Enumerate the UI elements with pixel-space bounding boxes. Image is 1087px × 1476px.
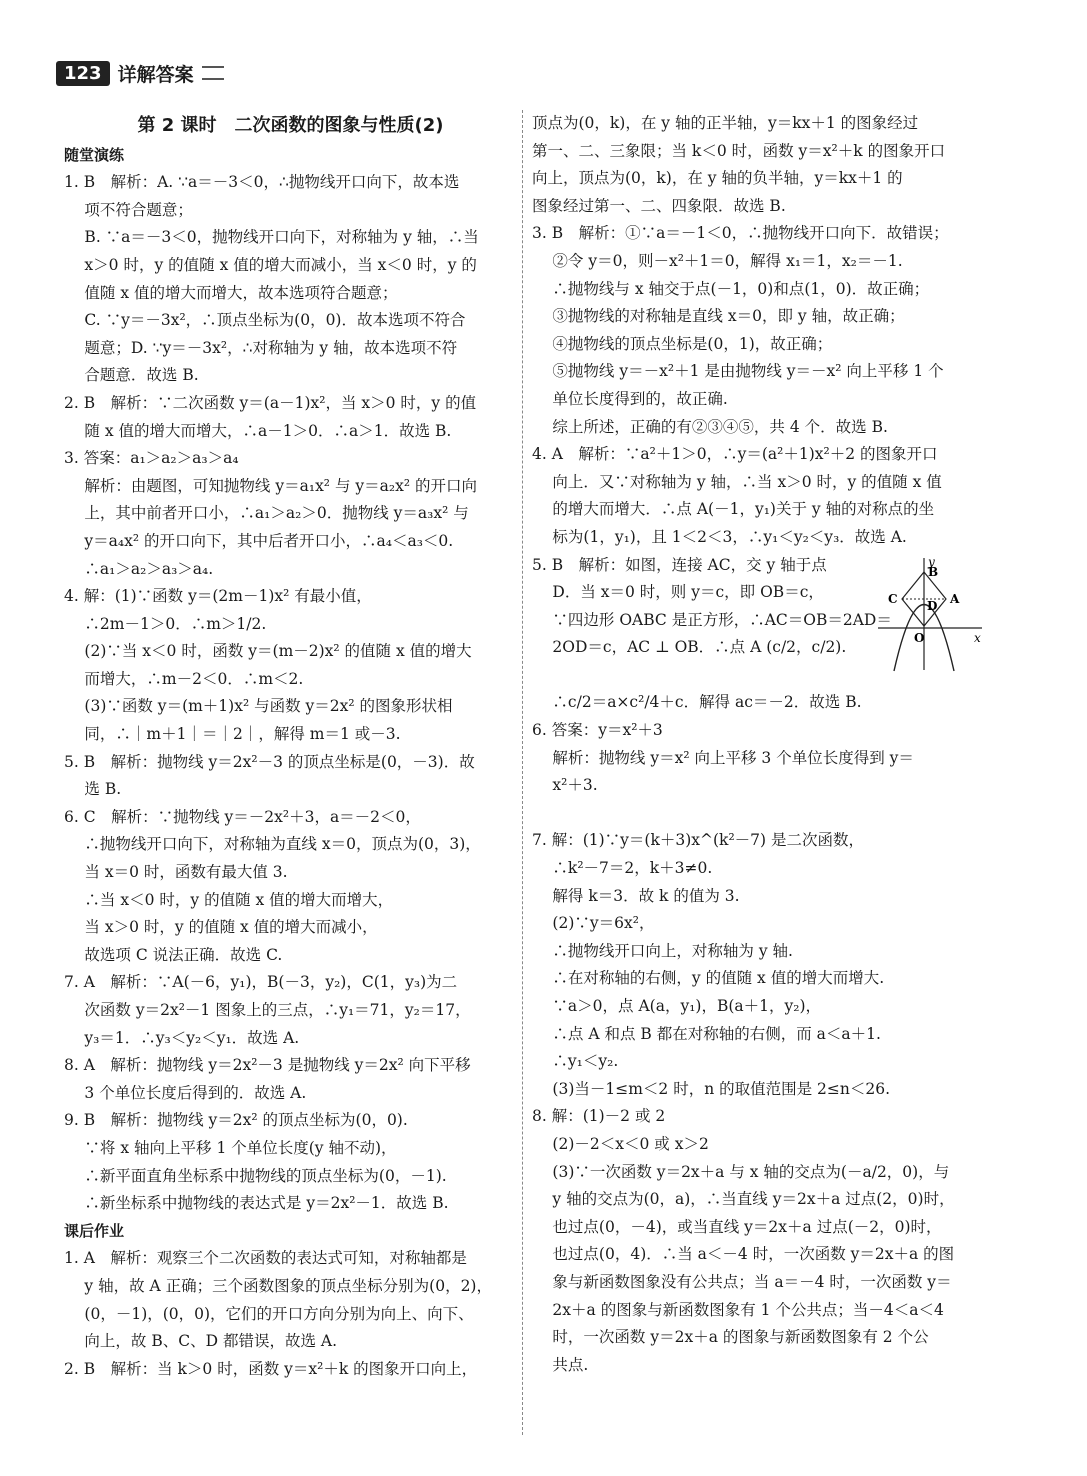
label-y: y xyxy=(928,556,935,569)
text-line: ∴在对称轴的右侧，y 的值随 x 值的增大而增大. xyxy=(532,969,885,988)
text-line: 也过点(0，－4)，或当直线 y＝2x＋a 过点(－2，0)时， xyxy=(532,1217,942,1236)
text-line: 7. 解：(1)∵y＝(k＋3)x^(k²－7) 是二次函数， xyxy=(532,831,864,850)
text-line: 5. B 解析：抛物线 y＝2x²－3 的顶点坐标是(0，－3)．故 xyxy=(64,752,475,771)
text-line xyxy=(532,800,986,828)
text-line: y＝a₄x² 的开口向下，其中后者开口小，∴a₄＜a₃＜0. xyxy=(64,531,454,550)
text-line: 4. 解：(1)∵函数 y＝(2m－1)x² 有最小值， xyxy=(64,587,372,606)
text-line: 9. B 解析：抛物线 y＝2x² 的顶点坐标为(0，0). xyxy=(64,1111,408,1130)
text-line: (0，－1)，(0，0)，它们的开口方向分别为向上、向下、 xyxy=(64,1304,474,1323)
text-line: 解得 k＝3．故 k 的值为 3. xyxy=(532,886,740,905)
text-line: D．当 x＝0 时，则 y＝c，即 OB＝c， xyxy=(532,583,824,602)
text-line: C. ∵y＝－3x²，∴顶点坐标为(0，0)．故本选项不符合 xyxy=(64,311,466,330)
label-b: B xyxy=(928,565,939,579)
text-line: 向上，顶点为(0，k)，在 y 轴的负半轴，y＝kx＋1 的 xyxy=(532,169,903,188)
text-line: 2. B 解析：∵二次函数 y＝(a－1)x²，当 x＞0 时，y 的值 xyxy=(64,393,477,412)
text-line: 1. A 解析：观察三个二次函数的表达式可知，对称轴都是 xyxy=(64,1249,467,1268)
text-line: (3)∵函数 y＝(m＋1)x² 与函数 y＝2x² 的图象形状相 xyxy=(64,697,453,716)
text-line: 第一、二、三象限；当 k＜0 时，函数 y＝x²＋k 的图象开口 xyxy=(532,141,946,160)
text-line: 综上所述，正确的有②③④⑤，共 4 个．故选 B. xyxy=(532,417,888,436)
text-line: 上，其中前者开口小，∴a₁＞a₂＞0．抛物线 y＝a₃x² 与 xyxy=(64,504,469,523)
label-a: A xyxy=(950,592,960,606)
page-header xyxy=(56,58,224,88)
text-line: 次函数 y＝2x²－1 图象上的三点，∴y₁＝71，y₂＝17， xyxy=(64,1001,471,1019)
text-line: ⑤抛物线 y＝－x²＋1 是由抛物线 y＝－x² 向上平移 1 个 xyxy=(532,362,944,381)
text-line: ∴k²－7＝2，k＋3≠0. xyxy=(532,859,713,878)
text-line: ∴新坐标系中抛物线的表达式是 y＝2x²－1．故选 B. xyxy=(64,1194,449,1213)
header-decoration xyxy=(202,66,224,80)
section-heading-homework: 课后作业 xyxy=(64,1221,125,1240)
text-line: 顶点为(0，k)，在 y 轴的正半轴，y＝kx＋1 的图象经过 xyxy=(532,114,919,132)
text-line: x²＋3. xyxy=(532,776,598,795)
text-line: x＞0 时，y 的值随 x 值的增大而减小，当 x＜0 时，y 的 xyxy=(64,255,477,274)
text-line: (2)∵当 x＜0 时，函数 y＝(m－2)x² 的值随 x 值的增大 xyxy=(64,642,472,661)
text-line: B. ∵a＝－3＜0，抛物线开口向下，对称轴为 y 轴，∴当 xyxy=(64,228,479,247)
text-line: ∴新平面直角坐标系中抛物线的顶点坐标为(0，－1). xyxy=(64,1166,447,1185)
text-line: ②令 y＝0，则－x²＋1＝0，解得 x₁＝1，x₂＝－1. xyxy=(532,251,903,270)
text-line: 象与新函数图象没有公共点；当 a＝－4 时，一次函数 y＝ xyxy=(532,1272,952,1291)
text-line: ∴2m－1＞0．∴m＞1/2. xyxy=(64,614,267,633)
text-line: 也过点(0，4)．∴当 a＜－4 时，一次函数 y＝2x＋a 的图 xyxy=(532,1245,955,1264)
text-line: y₃＝1．∴y₃＜y₂＜y₁．故选 A. xyxy=(64,1028,300,1047)
text-line: 选 B. xyxy=(64,780,122,799)
text-line: 的增大而增大．∴点 A(－1，y₁)关于 y 轴的对称点的坐 xyxy=(532,500,935,519)
text-line: 而增大，∴m－2＜0．∴m＜2. xyxy=(64,669,304,688)
text-line: (3)当－1≤m＜2 时，n 的取值范围是 2≤n＜26. xyxy=(532,1079,891,1098)
text-line: 同，∴｜m＋1｜＝｜2｜，解得 m＝1 或－3. xyxy=(64,725,401,744)
practice-answers xyxy=(64,169,517,1218)
square-parabola-figure xyxy=(874,556,986,674)
text-line: 3 个单位长度后得到的．故选 A. xyxy=(64,1083,307,1102)
text-line: 6. 答案：y＝x²＋3 xyxy=(532,721,663,740)
text-line: ④抛物线的顶点坐标是(0，1)，故正确； xyxy=(532,334,833,353)
text-line: 时，一次函数 y＝2x＋a 的图象与新函数图象有 2 个公 xyxy=(532,1328,929,1347)
text-line: ∵将 x 轴向上平移 1 个单位长度(y 轴不动)， xyxy=(64,1138,397,1157)
label-d: D xyxy=(927,599,938,613)
text-line: 当 x＞0 时，y 的值随 x 值的增大而减小， xyxy=(64,918,378,937)
header-title: 详解答案 xyxy=(117,63,194,86)
text-line: 向上，故 B、C、D 都错误，故选 A. xyxy=(64,1332,338,1351)
text-line: ∴抛物线与 x 轴交于点(－1，0)和点(1，0)．故正确； xyxy=(532,279,930,298)
text-line: 单位长度得到的，故正确. xyxy=(532,389,728,408)
text-line: ∴a₁＞a₂＞a₃＞a₄. xyxy=(64,559,214,578)
text-line: 值随 x 值的增大而增大，故本选项符合题意； xyxy=(64,283,398,302)
text-line: 题意；D. ∵y＝－3x²，∴对称轴为 y 轴，故本选项不符 xyxy=(64,338,458,357)
text-line: 解析：抛物线 y＝x² 向上平移 3 个单位长度得到 y＝ xyxy=(532,748,914,767)
text-line: 当 x＝0 时，函数有最大值 3. xyxy=(64,863,288,882)
text-line: y 轴，故 A 正确；三个函数图象的顶点坐标分别为(0，2)， xyxy=(64,1276,492,1295)
text-line: (3)∵一次函数 y＝2x＋a 与 x 轴的交点为(－a/2，0)，与 xyxy=(532,1162,950,1181)
column-divider xyxy=(522,110,523,1435)
text-line: 故选项 C 说法正确．故选 C. xyxy=(64,945,283,964)
text-line: 6. C 解析：∵抛物线 y＝－2x²＋3，a＝－2＜0， xyxy=(64,807,421,826)
label-c: C xyxy=(888,592,898,606)
text-line: 向上．又∵对称轴为 y 轴，∴当 x＞0 时，y 的值随 x 值 xyxy=(532,472,942,491)
text-line: ∵a＞0，点 A(a，y₁)，B(a＋1，y₂)， xyxy=(532,997,822,1015)
text-line: 3. 答案：a₁＞a₂＞a₃＞a₄ xyxy=(64,449,239,468)
text-line: ∴当 x＜0 时，y 的值随 x 值的增大而增大， xyxy=(64,890,394,909)
text-line: 项不符合题意； xyxy=(64,200,193,219)
section-heading-practice: 随堂演练 xyxy=(64,145,125,164)
label-x: x xyxy=(974,631,981,645)
text-line: ∵四边形 OABC 是正方形，∴AC＝OB＝2AD＝ xyxy=(532,610,892,629)
text-line: ∴抛物线开口向上，对称轴为 y 轴. xyxy=(532,941,793,960)
text-line: 2x＋a 的图象与新函数图象有 1 个公共点；当－4＜a＜4 xyxy=(532,1300,944,1319)
text-line: 8. 解：(1)－2 或 2 xyxy=(532,1107,666,1126)
text-line: ∴y₁＜y₂. xyxy=(532,1052,619,1071)
text-line: 3. B 解析：①∵a＝－1＜0，∴抛物线开口向下．故错误； xyxy=(532,224,949,243)
right-answers xyxy=(532,110,986,1379)
text-line: 随 x 值的增大而增大，∴a－1＞0．∴a＞1．故选 B. xyxy=(64,421,452,440)
text-line: 4. A 解析：∵a²＋1＞0，∴y＝(a²＋1)x²＋2 的图象开口 xyxy=(532,445,938,464)
text-line: 合题意．故选 B. xyxy=(64,366,199,385)
text-line: ∴抛物线开口向下，对称轴为直线 x＝0，顶点为(0，3)， xyxy=(64,835,481,854)
right-column xyxy=(532,110,986,1379)
text-line: 共点. xyxy=(532,1355,589,1374)
text-line: 2. B 解析：当 k＞0 时，函数 y＝x²＋k 的图象开口向上， xyxy=(64,1359,478,1378)
text-line: 7. A 解析：∵A(－6，y₁)，B(－3，y₂)，C(1，y₃)为二 xyxy=(64,973,458,992)
text-line: ∴点 A 和点 B 都在对称轴的右侧，而 a＜a＋1. xyxy=(532,1024,881,1043)
text-line: 解析：由题图，可知抛物线 y＝a₁x² 与 y＝a₂x² 的开口向 xyxy=(64,476,477,495)
text-line: ③抛物线的对称轴是直线 x＝0，即 y 轴，故正确； xyxy=(532,307,905,326)
text-line: 图象经过第一、二、四象限．故选 B. xyxy=(532,196,786,215)
text-line: 5. B 解析：如图，连接 AC，交 y 轴于点 xyxy=(532,555,827,574)
text-line: 8. A 解析：抛物线 y＝2x²－3 是抛物线 y＝2x² 向下平移 xyxy=(64,1056,471,1075)
page-number: 123 xyxy=(56,61,110,86)
text-line: 1. B 解析：A. ∵a＝－3＜0，∴抛物线开口向下，故本选 xyxy=(64,173,460,192)
left-column xyxy=(64,112,517,1383)
text-line: (2)∵y＝6x²， xyxy=(532,914,655,933)
text-line: (2)－2＜x＜0 或 x＞2 xyxy=(532,1134,709,1153)
text-line: 2OD＝c，AC ⊥ OB．∴点 A (c/2，c/2). xyxy=(532,638,847,657)
text-line: 标为(1，y₁)，且 1＜2＜3，∴y₁＜y₂＜y₃．故选 A. xyxy=(532,527,907,546)
lesson-title: 第 2 课时 二次函数的图象与性质(2) xyxy=(137,115,444,136)
text-line: ∴c/2＝a×c²/4＋c．解得 ac＝－2．故选 B. xyxy=(532,693,862,712)
label-o: O xyxy=(914,631,925,645)
homework-answers xyxy=(64,1245,517,1383)
text-line: y 轴的交点为(0，a)，∴当直线 y＝2x＋a 过点(2，0)时， xyxy=(532,1190,955,1209)
